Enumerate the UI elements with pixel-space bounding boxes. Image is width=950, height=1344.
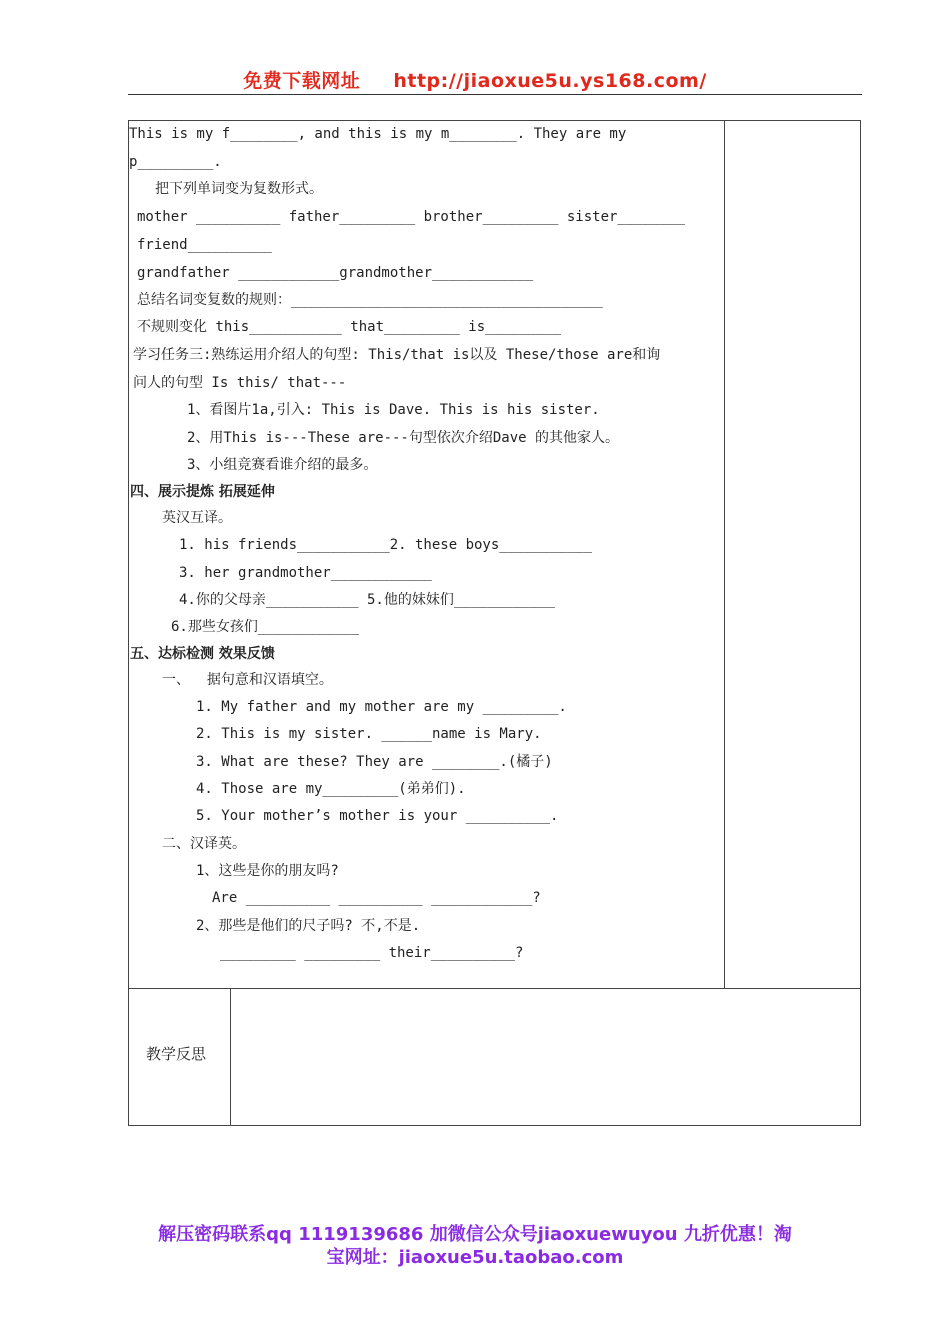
exercise-one-item-3: 3. What are these? They are ________.(橘子) (196, 754, 553, 770)
reflection-column-divider (230, 989, 231, 1126)
lesson-table-column-divider (724, 120, 725, 989)
download-header (0, 66, 950, 93)
task-step-1: 1、看图片1a,引入: This is Dave. This is his sister. (187, 402, 600, 418)
header-title: 免费下载网址 (243, 70, 361, 92)
footer-contact: 解压密码联系qq 1119139686 加微信公众号jiaoxuewuyou 九折优惠！淘 (158, 1224, 792, 1245)
irregular-plurals: 不规则变化 this___________ that_________ is_________ (137, 319, 562, 335)
reflection-table (128, 989, 861, 1126)
translation-item-3: 3. her grandmother____________ (179, 565, 432, 581)
reflection-label: 教学反思 (146, 1045, 207, 1063)
exercise-one-item-1: 1. My father and my mother are my _________. (196, 699, 567, 715)
task-three-title: 学习任务三:熟练运用介绍人的句型: This/that is以及 These/those are和询 (133, 347, 661, 363)
exercise-two-question-1: 1、这些是你的朋友吗? (196, 863, 339, 879)
exercise-two-answer-1: Are __________ __________ ____________? (212, 890, 541, 906)
exercise-two-answer-2: _________ _________ their__________? (220, 945, 524, 961)
section-four-heading: 四、展示提炼 拓展延伸 (130, 484, 275, 500)
exercise-two-question-2: 2、那些是他们的尺子吗? 不,不是. (196, 918, 421, 934)
section-five-heading: 五、达标检测 效果反馈 (130, 646, 275, 662)
header-url[interactable]: http://jiaoxue5u.ys168.com/ (393, 70, 707, 92)
exercise-two-instruction: 二、汉译英。 (162, 836, 246, 852)
plural-instruction: 把下列单词变为复数形式。 (155, 181, 323, 197)
exercise-one-item-4: 4. Those are my_________(弟弟们). (196, 781, 466, 797)
footer-shop-url[interactable]: 宝网址：jiaoxue5u.taobao.com (326, 1247, 624, 1268)
translation-instruction: 英汉互译。 (162, 510, 232, 526)
plural-words-row-1: mother __________ father_________ brother_________ sister________ (137, 209, 685, 225)
plural-words-row-3: grandfather ____________grandmother____________ (137, 265, 534, 281)
task-step-2: 2、用This is---These are---句型依次介绍Dave 的其他家人。 (187, 430, 620, 446)
translation-item-4-5: 4.你的父母亲___________ 5.他的妹妹们____________ (179, 592, 556, 608)
plural-words-row-2: friend__________ (137, 237, 272, 253)
exercise-one-item-2: 2. This is my sister. ______name is Mary. (196, 726, 542, 742)
fill-in-family-sentence: This is my f________, and this is my m________. They are my (129, 126, 627, 142)
fill-in-family-sentence-cont: p_________. (129, 154, 222, 170)
translation-item-6: 6.那些女孩们____________ (171, 619, 360, 635)
header-divider (128, 94, 862, 95)
task-three-title-cont: 问人的句型 Is this/ that--- (133, 375, 347, 391)
plural-rule-summary: 总结名词变复数的规则：_____________________________________ (137, 292, 603, 308)
exercise-one-instruction: 一、 据句意和汉语填空。 (162, 672, 333, 688)
exercise-one-item-5: 5. Your mother’s mother is your __________. (196, 808, 559, 824)
translation-item-1-2: 1. his friends___________2. these boys___________ (179, 537, 593, 553)
task-step-3: 3、小组竞赛看谁介绍的最多。 (187, 457, 378, 473)
